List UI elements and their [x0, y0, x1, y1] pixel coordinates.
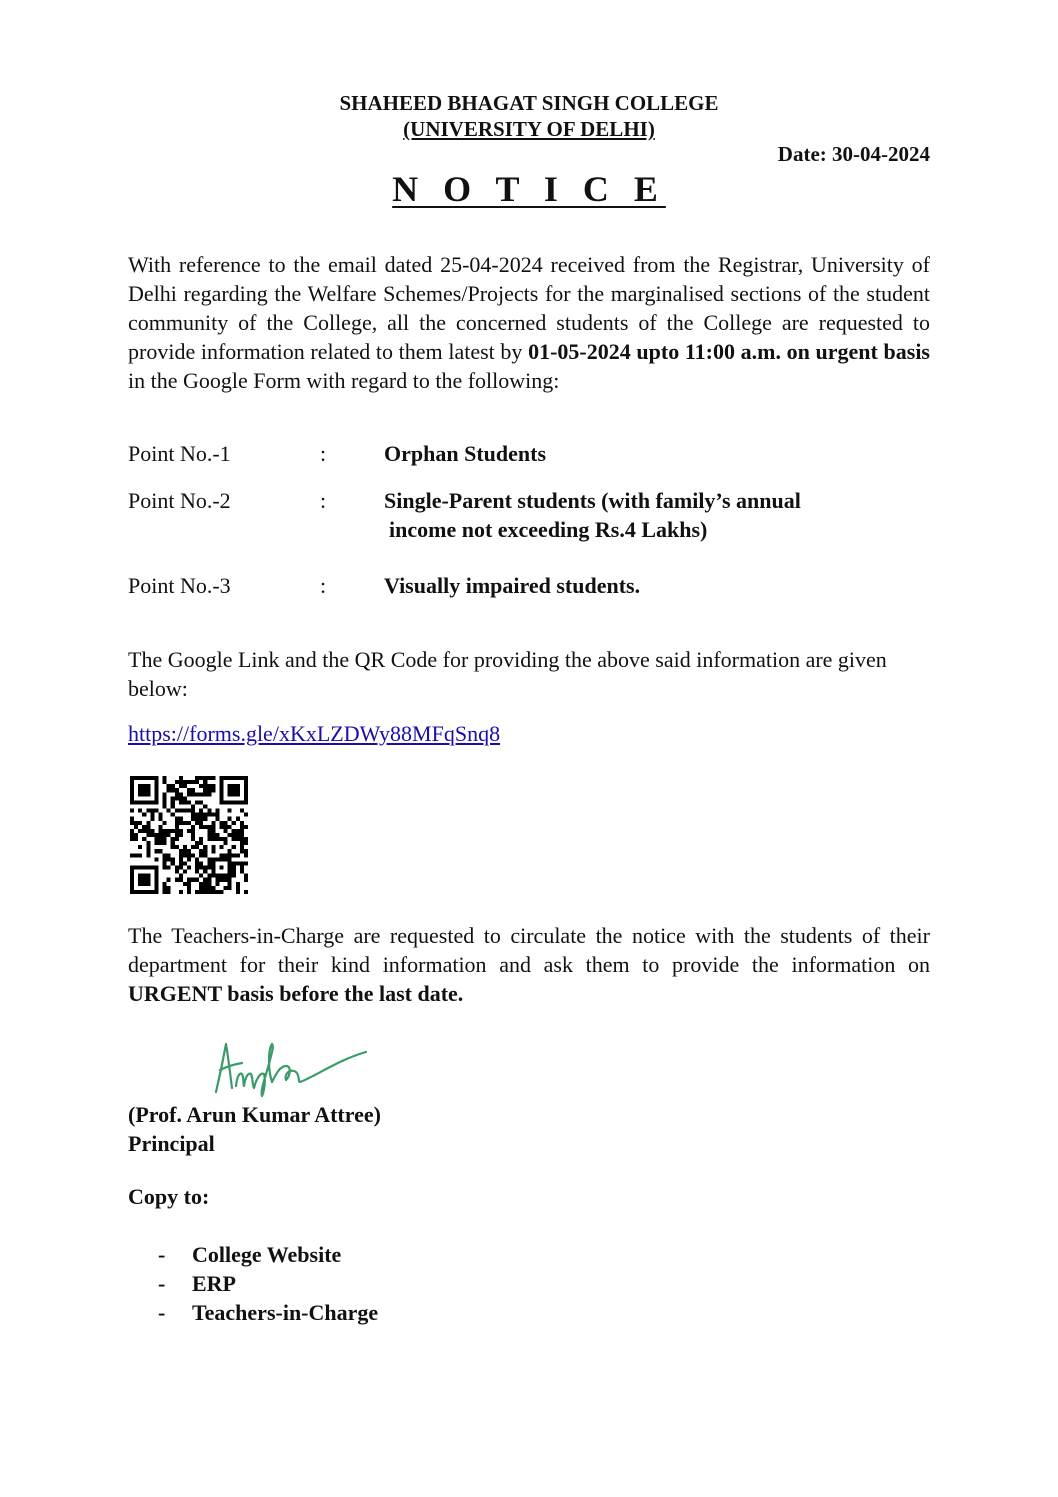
signature-graphic	[206, 1030, 376, 1100]
list-item	[158, 1269, 378, 1298]
point-label: Point No.-1	[128, 441, 231, 466]
point-value	[384, 486, 930, 544]
college-name: SHAHEED BHAGAT SINGH COLLEGE	[339, 91, 719, 115]
qr-code-graphic	[130, 776, 248, 894]
university-name: (UNIVERSITY OF DELHI)	[403, 117, 655, 141]
list-item-label: ERP	[192, 1271, 236, 1296]
list-item	[158, 1298, 378, 1327]
closing-paragraph	[128, 921, 930, 1008]
intro-text-1: With reference to the email dated 25-04-2024 received from the Registrar, University of Delhi regarding the Welfare Schemes/Projects for the marginalised sections of the student community of the College, all the concerned students of the College are requested to provide information related to them latest by	[128, 252, 930, 364]
bullet-dash: -	[158, 1300, 166, 1325]
point-separator: :	[320, 488, 327, 513]
point-value: Orphan Students	[384, 441, 547, 466]
point-separator: :	[320, 573, 327, 598]
signature-icon	[206, 1030, 376, 1100]
point-value-line: Single-Parent students (with family’s annual	[384, 488, 801, 513]
notice-date: Date: 30-04-2024	[777, 142, 930, 166]
link-intro: The Google Link and the QR Code for providing the above said information are given below:	[128, 647, 887, 701]
intro-text-2: in the Google Form with regard to the following:	[128, 368, 560, 393]
list-item	[158, 1240, 378, 1269]
bullet-dash: -	[158, 1271, 166, 1296]
signatory-designation: Principal	[128, 1131, 215, 1156]
notice-title: N O T I C E	[392, 169, 666, 209]
point-label: Point No.-3	[128, 573, 231, 598]
signatory-name: (Prof. Arun Kumar Attree)	[128, 1102, 381, 1127]
point-value: Visually impaired students.	[384, 573, 641, 598]
bullet-dash: -	[158, 1242, 166, 1267]
point-label: Point No.-2	[128, 488, 231, 513]
signatory	[128, 1100, 381, 1158]
intro-paragraph	[128, 250, 930, 395]
copy-to-heading: Copy to:	[128, 1184, 210, 1209]
copy-to-list	[158, 1240, 378, 1327]
point-separator: :	[320, 441, 327, 466]
list-item-label: College Website	[192, 1242, 342, 1267]
college-header	[0, 90, 1058, 142]
list-item-label: Teachers-in-Charge	[192, 1300, 379, 1325]
closing-emphasis: URGENT basis before the last date.	[128, 981, 464, 1006]
point-value-line: income not exceeding Rs.4 Lakhs)	[389, 517, 708, 542]
closing-text: The Teachers-in-Charge are requested to circulate the notice with the students of their department for their kind information and ask them to provide the information on	[128, 923, 930, 977]
google-form-link[interactable]: https://forms.gle/xKxLZDWy88MFqSnq8	[128, 721, 501, 746]
intro-deadline: 01-05-2024 upto 11:00 a.m. on urgent basis	[528, 339, 930, 364]
qr-code-icon[interactable]	[130, 776, 248, 894]
